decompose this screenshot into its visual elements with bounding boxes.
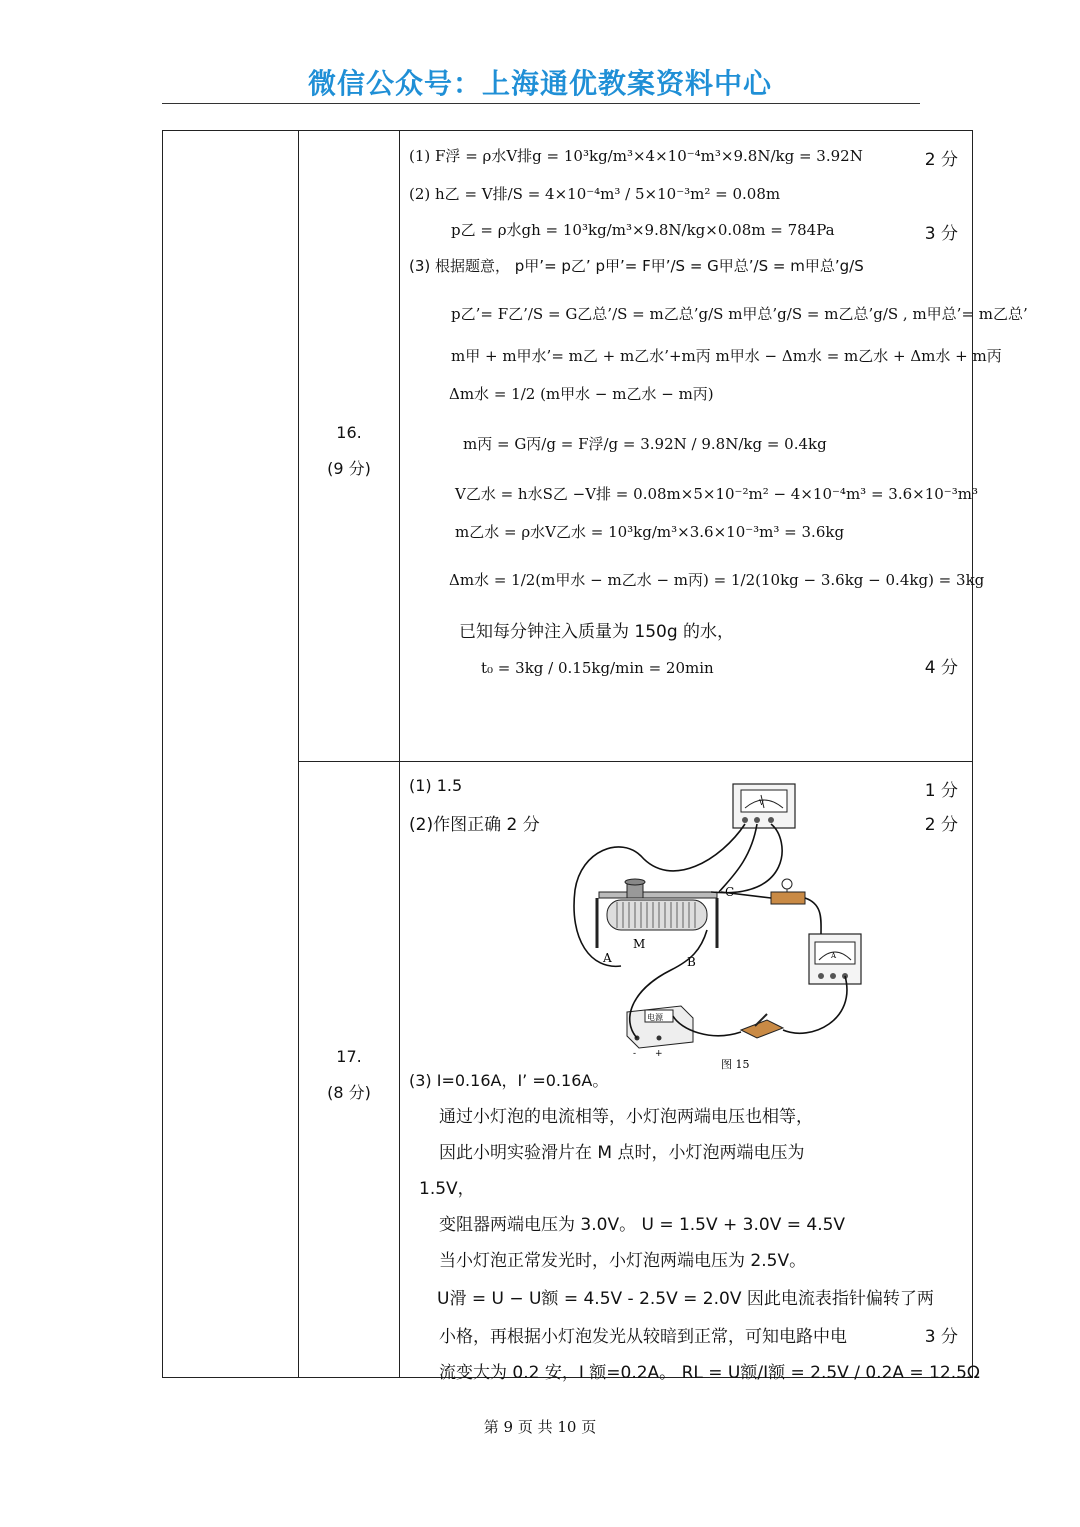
page-number: 第 9 页 共 10 页 (483, 1418, 597, 1436)
switch (741, 1014, 783, 1038)
rheostat-label-b: B (687, 955, 696, 969)
q16-line-11: Δm水 = 1/2(m甲水 − m乙水 − m丙) = 1/2(10kg − 3.6kg − 0.4kg) = 3kg (449, 571, 985, 589)
ammeter (809, 934, 861, 984)
q17-part3-line-7: U滑 = U − U额 = 4.5V - 2.5V = 2.0V 因此电流表指针偏转了两 (437, 1289, 934, 1309)
q17-part3-line-4: 1.5V， (419, 1179, 475, 1199)
q17-part3-line-5: 变阻器两端电压为 3.0V。 U = 1.5V + 3.0V = 4.5V (439, 1215, 846, 1235)
q16-line-4: (3) 根据题意， p甲’= p乙’ p甲’= F甲’/S = G甲总’/S = m甲总’g/S (409, 257, 864, 275)
q16-line-6: m甲 + m甲水’= m乙 + m乙水’+m丙 m甲水 − Δm水 = m乙水 + Δm水 + m丙 (451, 347, 1002, 365)
q16-line-3: p乙 = ρ水gh = 10³kg/m³×9.8N/kg×0.08m = 784Pa (451, 221, 835, 239)
q17-part3-line-3: 因此小明实验滑片在 M 点时，小灯泡两端电压为 (439, 1143, 805, 1163)
q17-points: (8 分) (327, 1083, 371, 1102)
q17-score-3: 3 分 (924, 1327, 958, 1347)
power-plus-label: + (655, 1049, 663, 1059)
q16-score-1: 2 分 (924, 150, 958, 170)
power-supply-label: 电源 (647, 1013, 663, 1022)
q16-line-5: p乙’= F乙’/S = G乙总’/S = m乙总’g/S m甲总’g/S = m乙总’g/S , m甲总’= m乙总’ (451, 305, 1028, 323)
q16-line-1: (1) F浮 = ρ水V排g = 10³kg/m³×4×10⁻⁴m³×9.8N/kg = 3.92N (409, 147, 863, 165)
q17-part3-line-2: 通过小灯泡的电流相等，小灯泡两端电压也相等， (439, 1107, 813, 1127)
ammeter-label: A (831, 952, 837, 960)
power-supply (627, 1006, 693, 1059)
q17-part2: (2)作图正确 2 分 (409, 815, 540, 835)
q16-number: 16. (336, 423, 362, 442)
voltmeter (733, 784, 795, 828)
q16-answer (401, 131, 1028, 761)
banner-rule (162, 103, 920, 104)
table-divider-2 (399, 131, 400, 1377)
q17-part1: (1) 1.5 (409, 776, 463, 795)
q16-line-7: Δm水 = 1/2 (m甲水 − m乙水 − m丙) (449, 385, 714, 403)
answer-table (162, 130, 1028, 1383)
q16-line-13: t₀ = 3kg / 0.15kg/min = 20min (481, 659, 714, 677)
q17-part3-line-8: 小格，再根据小灯泡发光从较暗到正常，可知电路中电 (439, 1327, 847, 1347)
power-minus-label: - (633, 1049, 637, 1059)
table-divider-1 (298, 131, 299, 1377)
q17-part3-line-9: 流变大为 0.2 安，I 额=0.2A。 RL = U额/I额 = 2.5V / 0.2A = 12.5Ω (439, 1363, 980, 1383)
q16-line-10: m乙水 = ρ水V乙水 = 10³kg/m³×3.6×10⁻³m³ = 3.6kg (455, 523, 845, 541)
figure-caption: 图 15 (721, 1058, 750, 1070)
q17-answer (401, 762, 980, 1383)
bulb (771, 879, 805, 904)
q17-part3-line-6: 当小灯泡正常发光时，小灯泡两端电压为 2.5V。 (439, 1251, 807, 1271)
rheostat-label-m: M (633, 937, 646, 951)
q16-score-3: 4 分 (924, 658, 958, 678)
q16-points: (9 分) (327, 459, 371, 478)
q16-line-9: V乙水 = h水S乙 −V排 = 0.08m×5×10⁻²m² − 4×10⁻⁴m³ = 3.6×10⁻³m³ (455, 485, 978, 503)
q17-number: 17. (336, 1047, 362, 1066)
banner-title: 微信公众号：上海通优教案资料中心 (307, 67, 772, 100)
q16-line-8: m丙 = G丙/g = F浮/g = 3.92N / 9.8N/kg = 0.4kg (463, 435, 827, 453)
q16-line-2: (2) h乙 = V排/S = 4×10⁻⁴m³ / 5×10⁻³m² = 0.08m (409, 185, 781, 203)
rheostat-label-a: A (603, 951, 612, 965)
circuit-wires (574, 824, 847, 1038)
q17-score-1: 1 分 (924, 781, 958, 801)
rheostat-label-c: C (725, 885, 735, 899)
voltmeter-label: V (759, 799, 765, 807)
q17-score-2: 2 分 (924, 815, 958, 835)
q17-part3-line-1: (3) I=0.16A，I’ =0.16A。 (409, 1071, 609, 1090)
q16-score-2: 3 分 (924, 224, 958, 244)
circuit-figure (561, 780, 881, 1070)
q16-line-12: 已知每分钟注入质量为 150g 的水， (459, 622, 735, 642)
